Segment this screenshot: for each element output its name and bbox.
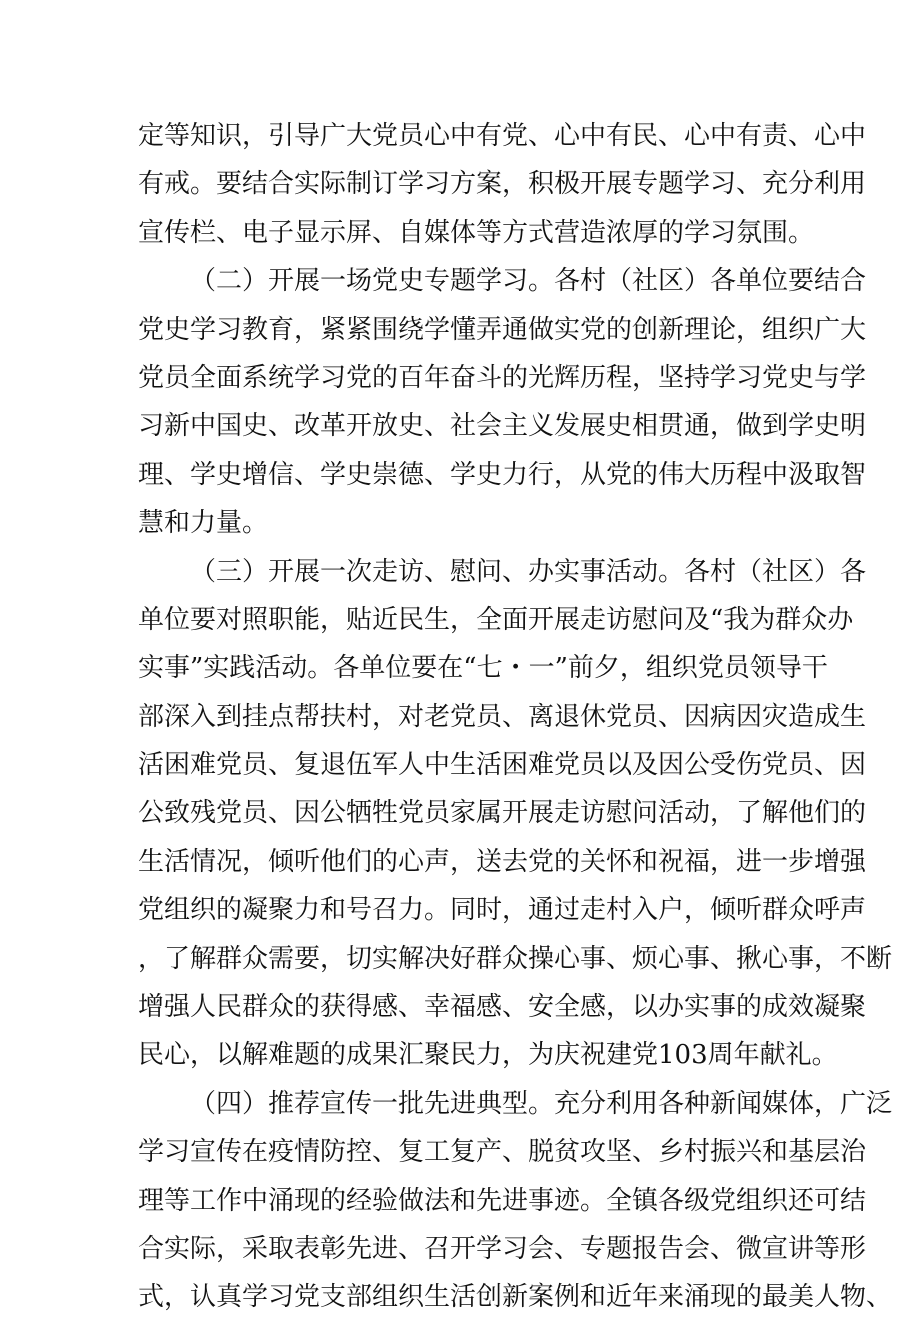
text-line: 活困难党员、复退伍军人中生活困难党员以及因公受伤党员、因 bbox=[138, 750, 867, 781]
paragraph-heading-line: （四）推荐宣传一批先进典型。充分利用各种新闻媒体，广泛 bbox=[190, 1088, 893, 1119]
text-line: 有戒。要结合实际制订学习方案，积极开展专题学习、充分利用 bbox=[138, 169, 867, 200]
text-line: 党组织的凝聚力和号召力。同时，通过走村入户，倾听群众呼声 bbox=[138, 895, 867, 926]
text-line: 宣传栏、电子显示屏、自媒体等方式营造浓厚的学习氛围。 bbox=[138, 217, 815, 248]
body-text bbox=[138, 112, 893, 1322]
text-line: 合实际，采取表彰先进、召开学习会、专题报告会、微宣讲等形 bbox=[138, 1233, 867, 1264]
text-line: 生活情况，倾听他们的心声，送去党的关怀和祝福，进一步增强 bbox=[138, 846, 867, 877]
text-line: 单位要对照职能，贴近民生，全面开展走访慰问及“我为群众办 bbox=[138, 604, 854, 635]
paragraph-heading-line: （三）开展一次走访、慰问、办实事活动。各村（社区）各 bbox=[190, 556, 867, 587]
text-line: 公致残党员、因公牺牲党员家属开展走访慰问活动，了解他们的 bbox=[138, 798, 867, 829]
text-line: 部深入到挂点帮扶村，对老党员、离退休党员、因病因灾造成生 bbox=[138, 701, 867, 732]
paragraph-heading-line: （二）开展一场党史专题学习。各村（社区）各单位要结合 bbox=[190, 266, 867, 297]
text-line: 增强人民群众的获得感、幸福感、安全感，以办实事的成效凝聚 bbox=[138, 992, 867, 1023]
text-line: 民心，以解难题的成果汇聚民力，为庆祝建党103周年献礼。 bbox=[138, 1040, 838, 1071]
text-line: 式，认真学习党支部组织生活创新案例和近年来涌现的最美人物、 bbox=[138, 1282, 893, 1313]
text-line: 慧和力量。 bbox=[138, 508, 269, 539]
text-line: 习新中国史、改革开放史、社会主义发展史相贯通，做到学史明 bbox=[138, 411, 867, 442]
text-line: 学习宣传在疫情防控、复工复产、脱贫攻坚、乡村振兴和基层治 bbox=[138, 1137, 867, 1168]
text-line: ，了解群众需要，切实解决好群众操心事、烦心事、揪心事，不断 bbox=[138, 943, 893, 974]
text-line: 实事”实践活动。各单位要在“七・一”前夕，组织党员领导干 bbox=[138, 653, 828, 684]
text-line: 党史学习教育，紧紧围绕学懂弄通做实党的创新理论，组织广大 bbox=[138, 314, 867, 345]
text-line: 理、学史增信、学史崇德、学史力行，从党的伟大历程中汲取智 bbox=[138, 459, 867, 490]
text-line: 党员全面系统学习党的百年奋斗的光辉历程，坚持学习党史与学 bbox=[138, 362, 867, 393]
text-line: 理等工作中涌现的经验做法和先进事迹。全镇各级党组织还可结 bbox=[138, 1185, 867, 1216]
text-line: 定等知识，引导广大党员心中有党、心中有民、心中有责、心中 bbox=[138, 121, 867, 151]
